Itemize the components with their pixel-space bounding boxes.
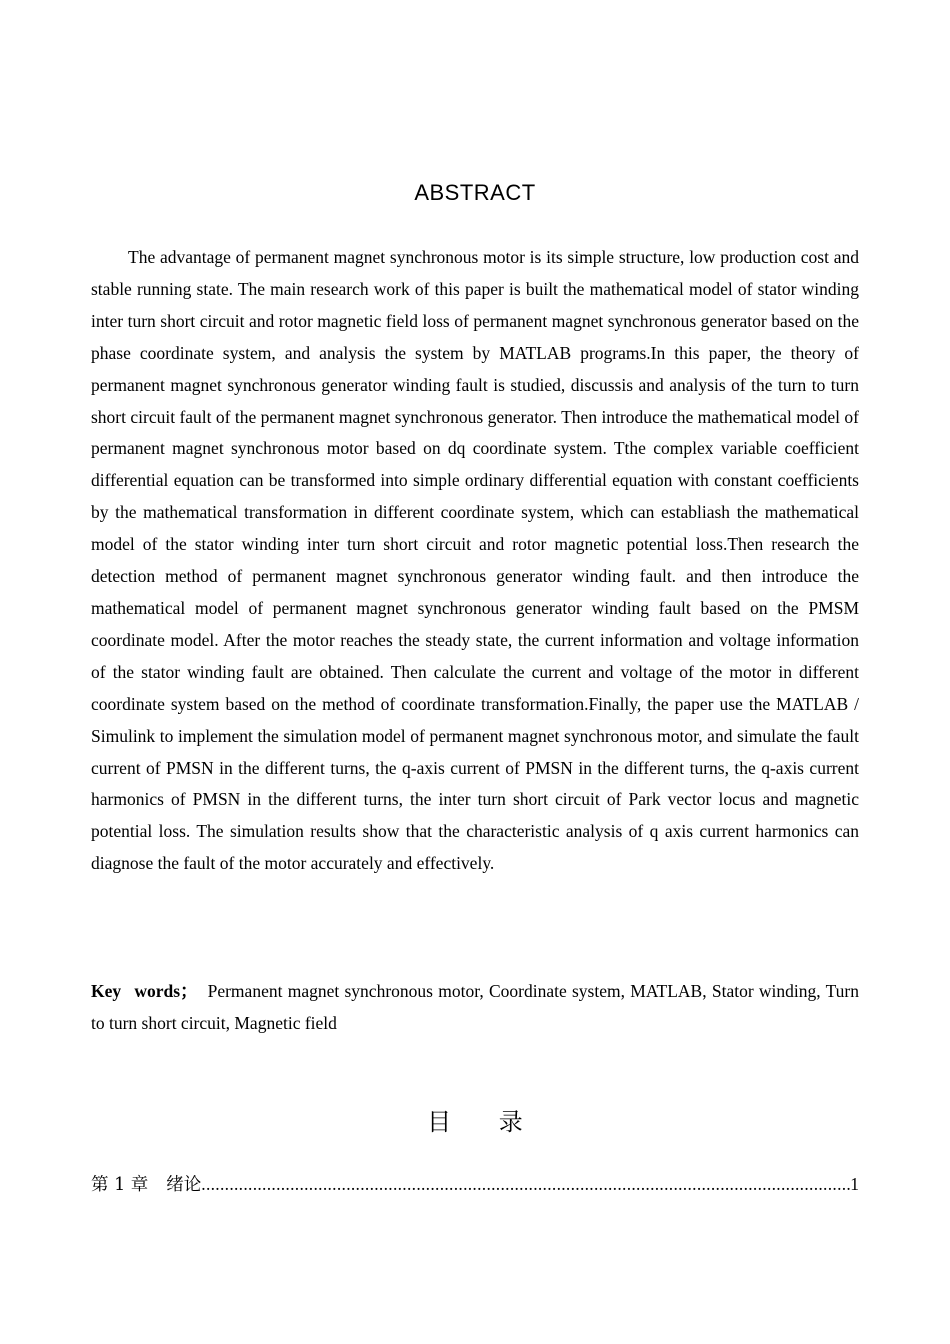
toc-page-number: 1 [850, 1174, 859, 1194]
abstract-title: ABSTRACT [414, 180, 536, 205]
toc-entry[interactable] [91, 1170, 859, 1199]
toc-chapter-title: 绪论 [166, 1175, 202, 1195]
keywords-paragraph [91, 976, 859, 1040]
keywords-text: Permanent magnet synchronous motor, Coordinate system, MATLAB, Stator winding, Turn to turn short circuit, Magnetic field [91, 981, 860, 1033]
abstract-body: The advantage of permanent magnet synchronous motor is its simple structure, low production cost and stable running state. The main research work of this paper is built the mathematical model of stator winding inter turn short circuit and rotor magnetic field loss of permanent magnet synchronous generator based on the phase coordinate system, and analysis the system by MATLAB programs.In this paper, the theory of permanent magnet synchronous generator winding fault is studied, discussis and analysis of the turn to turn short circuit fault of the permanent magnet synchronous generator. Then introduce the mathematical model of permanent magnet synchronous motor based on dq coordinate system. Tthe complex variable coefficient differential equation can be transformed into simple ordinary differential equation with constant coefficients by the mathematical transformation in different coordinate system, which can establiash the mathematical model of the stator winding inter turn short circuit and rotor magnetic potential loss.Then research the detection method of permanent magnet synchronous generator winding fault. and then introduce the mathematical model of permanent magnet synchronous generator winding fault based on the PMSM coordinate model. After the motor reaches the steady state, the current information and voltage information of the stator winding fault are obtained. Then calculate the current and voltage of the motor in different coordinate system based on the method of coordinate transformation.Finally, the paper use the MATLAB / Simulink to implement the simulation model of permanent magnet synchronous motor, and simulate the fault current of PMSN in the different turns, the q-axis current of PMSN in the different turns, the q-axis current harmonics of PMSN in the different turns, the inter turn short circuit of Park vector locus and magnetic potential loss. The simulation results show that the characteristic analysis of q axis current harmonics can diagnose the fault of the motor accurately and effectively. [91, 247, 859, 874]
toc-dot-leader [201, 1170, 850, 1198]
toc-chapter-number: 第 1 章 [91, 1175, 149, 1195]
keywords-separator: ； [180, 981, 198, 1001]
toc-title: 目 录 [427, 1108, 523, 1136]
keywords-label: Key words [91, 981, 181, 1001]
